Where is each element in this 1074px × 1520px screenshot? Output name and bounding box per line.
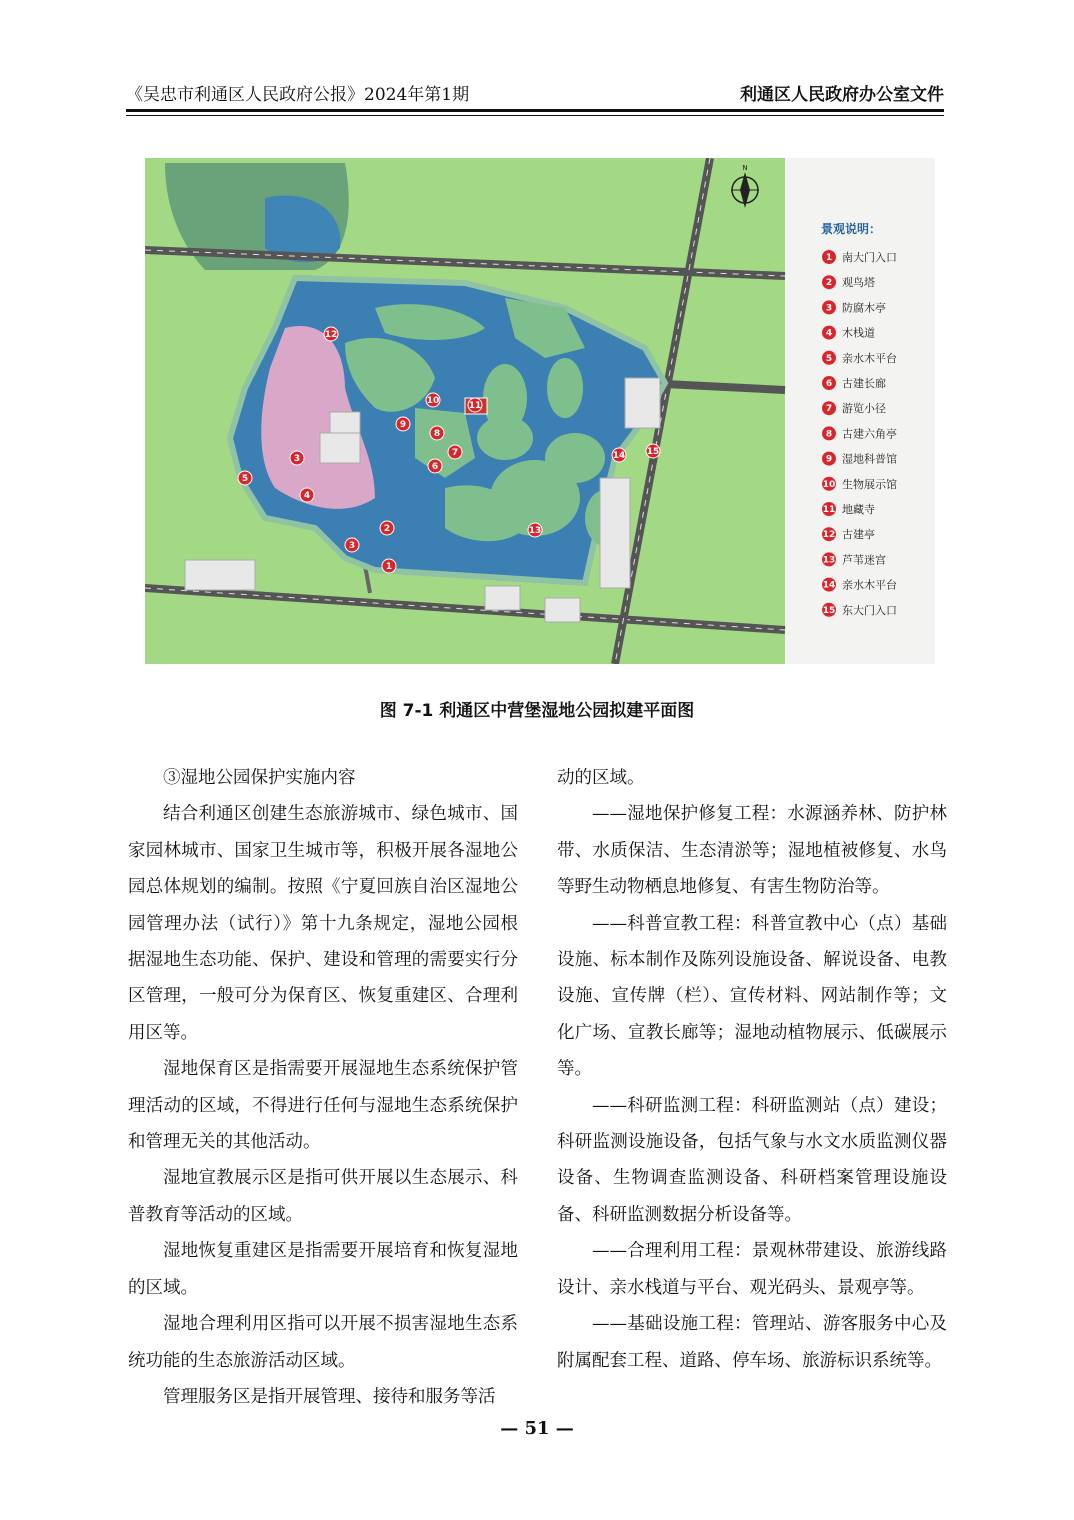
- legend-label: 亲水木平台: [842, 578, 897, 592]
- marker-9: [396, 417, 410, 431]
- legend-number: 9: [825, 454, 833, 465]
- legend-label: 防腐木亭: [842, 301, 886, 315]
- left-column: [128, 760, 518, 1415]
- svg-text:7: 7: [451, 448, 459, 458]
- svg-text:9: 9: [399, 420, 407, 430]
- legend-item: [822, 603, 897, 617]
- legend-number: 14: [822, 580, 836, 591]
- header-office-name: 利通区人民政府办公室文件: [740, 85, 944, 105]
- marker-3b: [345, 538, 359, 552]
- svg-text:15: 15: [646, 447, 660, 457]
- legend-number: 10: [822, 479, 836, 490]
- legend-label: 芦苇迷宫: [842, 553, 886, 567]
- marker-1: [382, 559, 396, 573]
- legend-item: [822, 502, 875, 516]
- legend-number: 11: [822, 505, 836, 515]
- svg-text:N: N: [742, 164, 748, 172]
- legend-item: [822, 275, 875, 289]
- marker-10: [426, 393, 440, 407]
- marker-5: [238, 471, 252, 485]
- running-header: [126, 74, 944, 108]
- svg-text:6: 6: [431, 462, 439, 472]
- right-paragraph: ——合理利用工程：景观林带建设、旅游线路设计、亲水栈道与平台、观光码头、景观亭等。: [557, 1241, 947, 1298]
- legend-item: [822, 452, 897, 466]
- header-journal-title: 《吴忠市利通区人民政府公报》2024年第1期: [126, 85, 470, 105]
- legend-number: 1: [825, 253, 833, 263]
- legend-label: 东大门入口: [842, 603, 897, 617]
- left-paragraph: 结合利通区创建生态旅游城市、绿色城市、国家园林城市、国家卫生城市等，积极开展各湿地公园总体规划的编制。按照《宁夏回族自治区湿地公园管理办法（试行）》第十九条规定，湿地公园根据湿地生态功能、保护、建设和管理的需要实行分区管理，一般可分为保育区、恢复重建区、合理利用区等。: [128, 804, 518, 1043]
- park-plan-map: [145, 158, 935, 664]
- marker-6: [428, 459, 442, 473]
- marker-7: [448, 445, 462, 459]
- left-paragraph: 湿地宣教展示区是指可供开展以生态展示、科普教育等活动的区域。: [128, 1168, 518, 1225]
- legend-number: 4: [825, 328, 833, 339]
- legend-number: 15: [822, 605, 836, 616]
- legend-number: 8: [825, 429, 833, 440]
- legend-item: [822, 401, 886, 415]
- header-rule-thick: [126, 109, 944, 112]
- svg-text:1: 1: [385, 562, 393, 572]
- marker-12: [324, 327, 338, 341]
- legend-item: [822, 527, 875, 541]
- legend-item: [822, 426, 897, 440]
- marker-14: [612, 448, 626, 462]
- marker-13: [528, 523, 542, 537]
- svg-text:8: 8: [433, 429, 441, 439]
- legend-number: 6: [825, 379, 833, 389]
- legend-item: [822, 477, 897, 491]
- page-number: — 51 —: [500, 1418, 574, 1439]
- park-plan-svg: [145, 158, 935, 664]
- svg-text:10: 10: [426, 396, 440, 406]
- svg-text:11: 11: [468, 401, 482, 411]
- marker-2: [380, 521, 394, 535]
- legend-number: 2: [825, 278, 833, 289]
- legend-number: 12: [822, 530, 836, 541]
- left-paragraph: 管理服务区是指开展管理、接待和服务等活: [163, 1386, 496, 1407]
- marker-8: [430, 426, 444, 440]
- legend-label: 古建长廊: [842, 377, 886, 390]
- legend-label: 古建六角亭: [842, 427, 897, 441]
- legend-number: 7: [825, 404, 833, 415]
- legend-title: 景观说明：: [821, 222, 882, 236]
- right-paragraph: 动的区域。: [557, 768, 645, 788]
- header-rule-thin: [126, 115, 944, 116]
- legend-item: [822, 351, 897, 365]
- legend-label: 木栈道: [842, 326, 875, 340]
- svg-text:4: 4: [303, 491, 311, 501]
- right-paragraph: ——基础设施工程：管理站、游客服务中心及附属配套工程、道路、停车场、旅游标识系统等。: [557, 1314, 947, 1371]
- legend-item: [822, 326, 875, 340]
- legend-item: [822, 250, 897, 264]
- legend-label: 湿地科普馆: [842, 452, 897, 466]
- legend-label: 生物展示馆: [842, 477, 897, 491]
- right-paragraph: ——科研监测工程：科研监测站（点）建设；科研监测设施设备，包括气象与水文水质监测仪器设备、生物调查监测设备、科研档案管理设施设备、科研监测数据分析设备等。: [557, 1095, 947, 1225]
- legend-label: 地藏寺: [842, 503, 875, 516]
- legend-item: [822, 578, 897, 592]
- legend-label: 游览小径: [842, 402, 886, 416]
- left-paragraph: ③湿地公园保护实施内容: [163, 768, 356, 788]
- legend-label: 南大门入口: [842, 251, 897, 264]
- right-paragraph: ——湿地保护修复工程：水源涵养林、防护林带、水质保洁、生态清淤等；湿地植被修复、水鸟等野生动物栖息地修复、有害生物防治等。: [557, 804, 947, 898]
- svg-text:5: 5: [241, 474, 249, 484]
- legend-label: 观鸟塔: [842, 276, 875, 290]
- svg-text:13: 13: [528, 526, 542, 536]
- marker-15: [646, 444, 660, 458]
- marker-4: [300, 488, 314, 502]
- left-paragraph: 湿地合理利用区指可以开展不损害湿地生态系统功能的生态旅游活动区域。: [128, 1314, 518, 1371]
- legend-number: 5: [825, 353, 833, 364]
- svg-text:12: 12: [324, 330, 338, 340]
- svg-text:2: 2: [383, 524, 391, 534]
- marker-3a: [290, 451, 304, 465]
- legend-item: [822, 300, 886, 314]
- figure-caption: 图 7-1 利通区中营堡湿地公园拟建平面图: [379, 701, 695, 721]
- svg-text:3: 3: [293, 454, 301, 464]
- left-paragraph: 湿地恢复重建区是指需要开展培育和恢复湿地的区域。: [128, 1241, 518, 1298]
- svg-text:3: 3: [348, 541, 356, 551]
- legend-number: 3: [825, 303, 833, 314]
- svg-text:14: 14: [612, 451, 626, 461]
- left-paragraph: 湿地保育区是指需要开展湿地生态系统保护管理活动的区域，不得进行任何与湿地生态系统保护和管理无关的其他活动。: [128, 1059, 518, 1153]
- right-column: [557, 760, 947, 1379]
- marker-11: [468, 398, 482, 412]
- legend-item: [822, 376, 886, 390]
- legend-item: [822, 552, 886, 566]
- legend-number: 13: [822, 555, 836, 566]
- legend-label: 亲水木平台: [842, 351, 897, 365]
- right-paragraph: ——科普宣教工程：科普宣教中心（点）基础设施、标本制作及陈列设施设备、解说设备、电教设施、宣传牌（栏）、宣传材料、网站制作等；文化广场、宣教长廊等；湿地动植物展示、低碳展示等。: [557, 913, 947, 1080]
- legend-label: 古建亭: [842, 528, 875, 542]
